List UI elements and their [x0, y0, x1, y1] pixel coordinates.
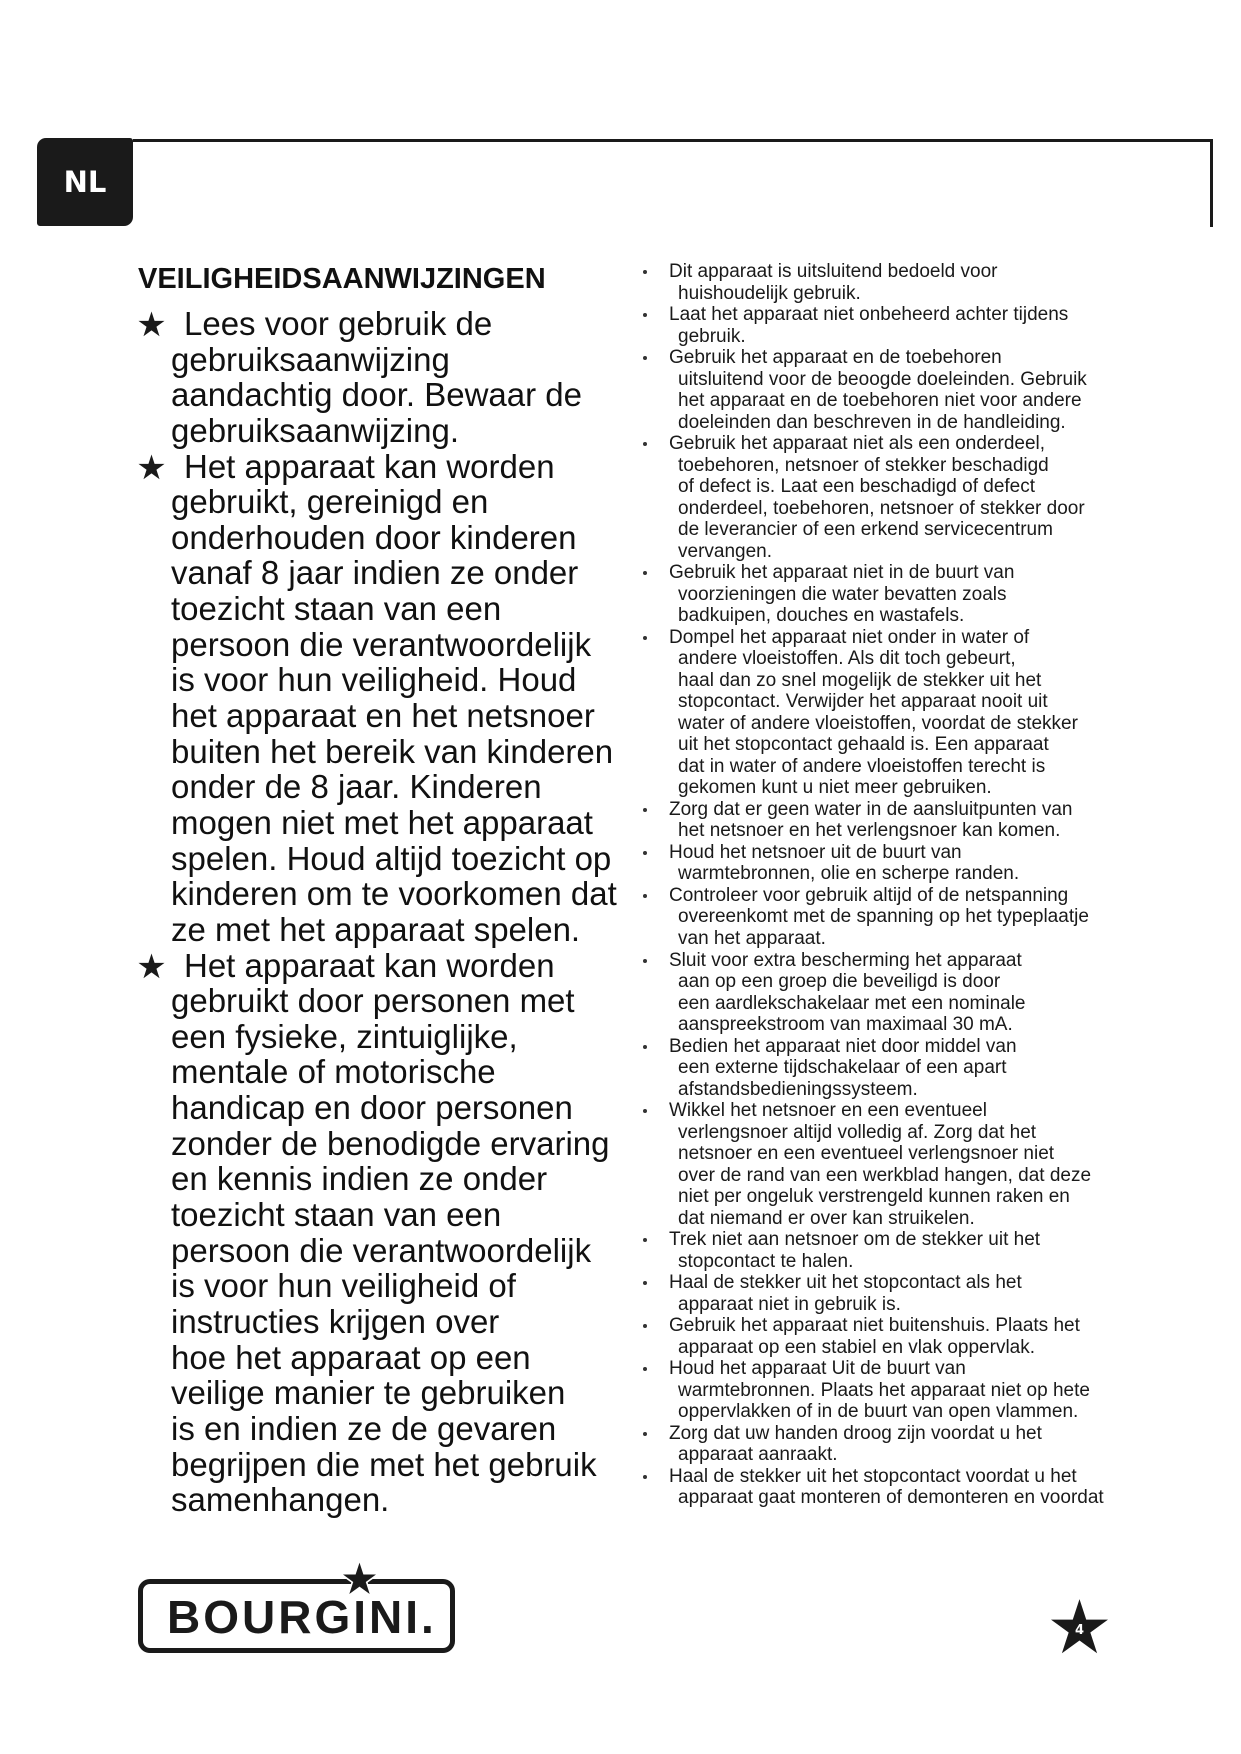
instruction-line: van het apparaat.: [678, 927, 826, 949]
instruction-line: de leverancier of een erkend servicecentrum: [678, 519, 1053, 541]
highlighted-warning: [138, 306, 638, 449]
instruction-line: haal dan zo snel mogelijk de stekker uit het: [678, 669, 1042, 691]
warning-line: vanaf 8 jaar indien ze onder: [171, 554, 579, 592]
instruction-line: apparaat gaat monteren of demonteren en voordat: [678, 1487, 1104, 1509]
instruction-line: apparaat niet in gebruik is.: [678, 1293, 901, 1315]
list-item: [643, 950, 1203, 1036]
instruction-line: een externe tijdschakelaar of een apart: [678, 1057, 1007, 1079]
list-item: [643, 885, 1203, 950]
list-item: [643, 304, 1203, 347]
list-item: [643, 799, 1203, 842]
instruction-line: het apparaat en de toebehoren niet voor andere: [678, 390, 1082, 412]
bullet-dot-icon: [643, 959, 647, 963]
instruction-line: het netsnoer en het verlengsnoer kan komen.: [678, 820, 1061, 842]
warning-line: begrijpen die met het gebruik: [171, 1445, 597, 1483]
bullet-dot-icon: [643, 636, 647, 640]
warning-line: zonder de benodigde ervaring: [171, 1124, 610, 1162]
warning-line: buiten het bereik van kinderen: [171, 732, 614, 770]
instruction-line: doeleinden dan beschreven in de handleiding.: [678, 411, 1066, 433]
instruction-line: voorzieningen die water bevatten zoals: [678, 583, 1007, 605]
warning-line: Lees voor gebruik de: [184, 305, 493, 342]
instruction-line: Dit apparaat is uitsluitend bedoeld voor: [669, 261, 998, 282]
header-rule: [133, 139, 1213, 142]
list-item: [643, 1229, 1203, 1272]
instruction-line: warmtebronnen. Plaats het apparaat niet op hete: [678, 1379, 1090, 1401]
warning-line: gebruiksaanwijzing.: [171, 411, 459, 449]
highlighted-warning: [138, 948, 638, 1518]
list-item: [643, 627, 1203, 799]
warning-line: en kennis indien ze onder: [171, 1160, 548, 1198]
warning-line: toezicht staan van een: [171, 590, 502, 628]
warning-line: is voor hun veiligheid. Houd: [171, 661, 577, 699]
warning-line: een fysieke, zintuiglijke,: [171, 1017, 518, 1055]
instruction-line: apparaat aanraakt.: [678, 1444, 838, 1466]
instruction-line: Gebruik het apparaat en de toebehoren: [669, 347, 1002, 369]
warning-line: samenhangen.: [171, 1481, 390, 1519]
warning-line: mentale of motorische: [171, 1053, 496, 1091]
list-item: [643, 1036, 1203, 1101]
instruction-line: stopcontact te halen.: [678, 1250, 854, 1272]
warning-line: gebruiksaanwijzing: [171, 340, 450, 378]
list-item: [643, 842, 1203, 885]
warning-line: spelen. Houd altijd toezicht op: [171, 839, 612, 877]
list-item: [643, 562, 1203, 627]
instruction-line: over de rand van een werkblad hangen, dat deze: [678, 1164, 1092, 1186]
instruction-line: gekomen kunt u niet meer gebruiken.: [678, 777, 992, 799]
warning-line: is voor hun veiligheid of: [171, 1267, 516, 1305]
page-number: [1051, 1598, 1108, 1655]
warning-line: kinderen om te voorkomen dat: [171, 875, 617, 913]
warning-line: Het apparaat kan worden: [184, 946, 555, 984]
warning-line: veilige manier te gebruiken: [171, 1374, 566, 1412]
list-item: [643, 1100, 1203, 1229]
highlighted-warnings: [138, 306, 638, 1518]
warning-line: mogen niet met het apparaat: [171, 803, 593, 841]
warning-line: het apparaat en het netsnoer: [171, 697, 595, 735]
warning-line: onder de 8 jaar. Kinderen: [171, 768, 542, 806]
instruction-line: oppervlakken of in de buurt van open vlammen.: [678, 1401, 1079, 1423]
warning-line: ze met het apparaat spelen.: [171, 910, 581, 948]
logo-mark: .: [421, 1591, 434, 1643]
bullet-dot-icon: [643, 808, 647, 812]
warning-line: Het apparaat kan worden: [184, 447, 555, 485]
instruction-line: Houd het netsnoer uit de buurt van: [669, 841, 962, 863]
instruction-line: badkuipen, douches en wastafels.: [678, 605, 965, 627]
bourgini-logo: [138, 1579, 455, 1653]
star-icon: [138, 953, 165, 979]
instruction-line: netsnoer en een eventueel verlengsnoer niet: [678, 1143, 1055, 1165]
instruction-line: overeenkomt met de spanning op het typeplaatje: [678, 906, 1089, 928]
instruction-line: vervangen.: [678, 540, 773, 562]
list-item: [643, 1423, 1203, 1466]
bullet-dot-icon: [643, 1045, 647, 1049]
bullet-dot-icon: [643, 313, 647, 317]
instruction-line: dat in water of andere vloeistoffen terecht is: [678, 755, 1046, 777]
logo-brand: BOURGINI: [167, 1591, 421, 1643]
warning-line: persoon die verantwoordelijk: [171, 1231, 592, 1269]
warning-line: aandachtig door. Bewaar de: [171, 376, 582, 414]
safety-instructions-list: [643, 261, 1203, 1509]
bullet-dot-icon: [643, 1432, 647, 1436]
list-item: [643, 1466, 1203, 1509]
instruction-line: uit het stopcontact gehaald is. Een apparaat: [678, 734, 1049, 756]
section-heading: VEILIGHEIDSAANWIJZINGEN: [138, 263, 546, 295]
warning-line: gebruikt, gereinigd en: [171, 483, 489, 521]
instruction-line: aan op een groep die beveiligd is door: [678, 971, 1001, 993]
instruction-line: aanspreekstroom van maximaal 30 mA.: [678, 1014, 1013, 1036]
instruction-line: of defect is. Laat een beschadigd of defect: [678, 476, 1036, 498]
instruction-line: Houd het apparaat Uit de buurt van: [669, 1358, 966, 1380]
instruction-line: water of andere vloeistoffen, voordat de stekker: [678, 712, 1078, 734]
instruction-line: Bedien het apparaat niet door middel van: [669, 1035, 1017, 1057]
instruction-line: Haal de stekker uit het stopcontact voordat u het: [669, 1465, 1077, 1487]
instruction-line: Gebruik het apparaat niet in de buurt van: [669, 562, 1015, 584]
instruction-line: niet per ongeluk verstrengeld kunnen raken en: [678, 1186, 1070, 1208]
warning-line: toezicht staan van een: [171, 1196, 502, 1234]
instruction-line: Laat het apparaat niet onbeheerd achter tijdens: [669, 304, 1069, 326]
list-item: [643, 433, 1203, 562]
instruction-line: Dompel het apparaat niet onder in water of: [669, 626, 1030, 648]
language-tab: [37, 138, 133, 226]
instruction-line: dat niemand er over kan struikelen.: [678, 1207, 975, 1229]
instruction-line: toebehoren, netsnoer of stekker beschadigd: [678, 454, 1049, 476]
bullet-dot-icon: [643, 270, 647, 274]
star-icon: [138, 311, 165, 337]
warning-line: gebruikt door personen met: [171, 982, 575, 1020]
list-item: [643, 1272, 1203, 1315]
instruction-line: Controleer voor gebruik altijd of de netspanning: [669, 884, 1069, 906]
warning-line: persoon die verantwoordelijk: [171, 625, 592, 663]
instruction-line: uitsluitend voor de beoogde doeleinden. Gebruik: [678, 368, 1087, 390]
instruction-line: afstandsbedieningssysteem.: [678, 1078, 918, 1100]
instruction-line: huishoudelijk gebruik.: [678, 282, 861, 304]
instruction-line: andere vloeistoffen. Als dit toch gebeurt,: [678, 648, 1016, 670]
instruction-line: verlengsnoer altijd volledig af. Zorg dat het: [678, 1121, 1037, 1143]
instruction-line: Zorg dat uw handen droog zijn voordat u het: [669, 1422, 1042, 1444]
instruction-line: een aardlekschakelaar met een nominale: [678, 992, 1026, 1014]
instruction-line: warmtebronnen, olie en scherpe randen.: [678, 863, 1020, 885]
bullet-dot-icon: [643, 894, 647, 898]
instruction-line: apparaat op een stabiel en vlak oppervlak.: [678, 1336, 1036, 1358]
instruction-line: Gebruik het apparaat niet als een onderdeel,: [669, 433, 1046, 455]
instruction-line: Trek niet aan netsnoer om de stekker uit het: [669, 1229, 1041, 1251]
bullet-dot-icon: [643, 851, 647, 855]
instruction-line: Haal de stekker uit het stopcontact als het: [669, 1272, 1022, 1294]
language-tab-label: NL: [63, 165, 107, 199]
warning-line: is en indien ze de gevaren: [171, 1409, 557, 1447]
warning-line: hoe het apparaat op een: [171, 1338, 531, 1376]
list-item: [643, 1315, 1203, 1358]
warning-line: handicap en door personen: [171, 1089, 573, 1127]
instruction-line: Gebruik het apparaat niet buitenshuis. Plaats het: [669, 1315, 1080, 1337]
instruction-line: onderdeel, toebehoren, netsnoer of stekker door: [678, 497, 1085, 519]
header-rule-end: [1210, 139, 1213, 227]
list-item: [643, 1358, 1203, 1423]
highlighted-warning: [138, 449, 638, 948]
instruction-line: Zorg dat er geen water in de aansluitpunten van: [669, 798, 1073, 820]
star-icon: [138, 454, 165, 480]
logo-wordmark: [167, 1591, 434, 1643]
instruction-line: gebruik.: [678, 325, 746, 347]
instruction-line: Wikkel het netsnoer en een eventueel: [669, 1100, 987, 1122]
warning-line: instructies krijgen over: [171, 1302, 500, 1340]
bullet-dot-icon: [643, 1475, 647, 1479]
logo-star-icon: [343, 1562, 376, 1595]
instruction-line: stopcontact. Verwijder het apparaat nooit uit: [678, 691, 1048, 713]
warning-line: onderhouden door kinderen: [171, 518, 577, 556]
list-item: [643, 261, 1203, 304]
page-number-label: 4: [1074, 1622, 1085, 1638]
instruction-line: Sluit voor extra bescherming het apparaat: [669, 949, 1022, 971]
list-item: [643, 347, 1203, 433]
